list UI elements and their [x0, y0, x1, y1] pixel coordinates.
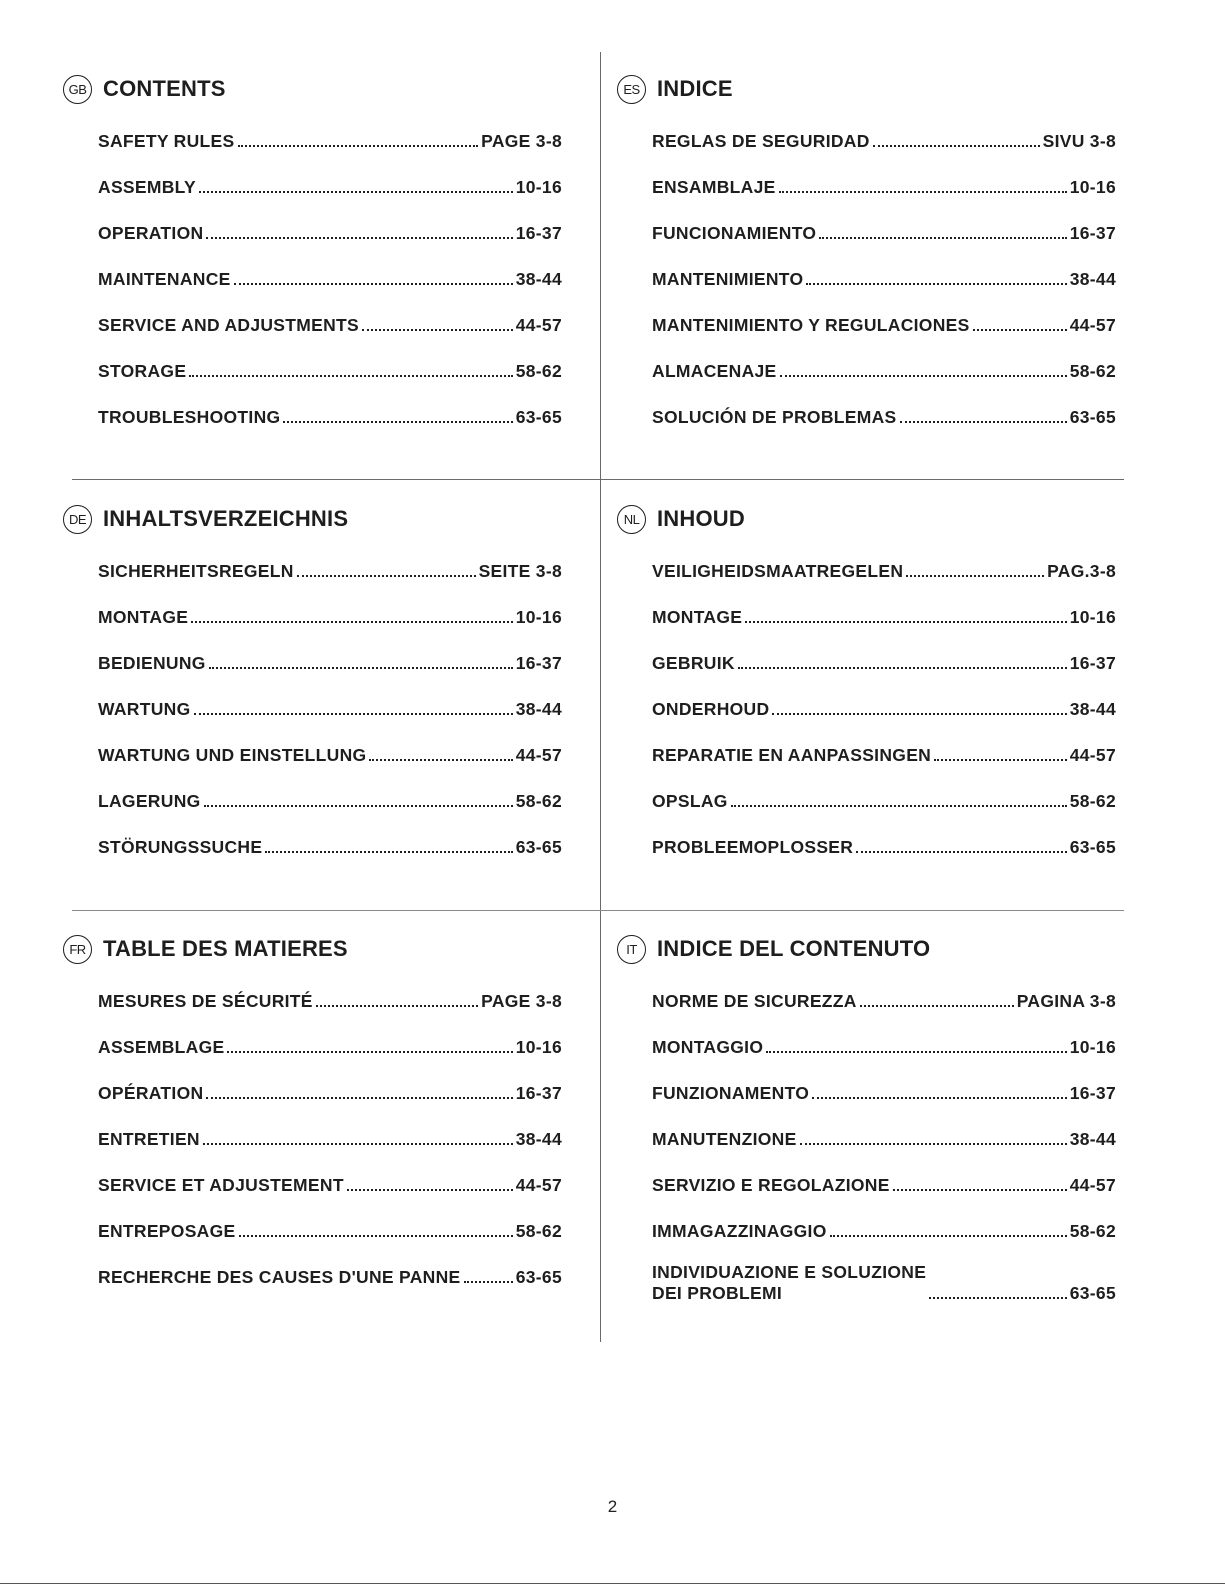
dot-leader — [973, 329, 1067, 331]
dot-leader — [779, 191, 1067, 193]
language-badge-icon: NL — [617, 505, 646, 534]
dot-leader — [199, 191, 513, 193]
dot-leader — [800, 1143, 1067, 1145]
toc-entry — [652, 550, 1116, 582]
dot-leader — [860, 1005, 1014, 1007]
toc-entry-title: MAINTENANCE — [98, 269, 231, 289]
toc-entry — [98, 212, 562, 244]
section-nl — [617, 502, 1116, 872]
toc-entry-title: REPARATIE EN AANPASSINGEN — [652, 745, 932, 765]
toc-entry-page: 10-16 — [1069, 607, 1116, 627]
section-it — [617, 932, 1116, 1318]
language-badge-icon: GB — [63, 75, 92, 104]
toc-entry-page: 58-62 — [1069, 361, 1116, 381]
toc-entry-title — [652, 1262, 926, 1304]
section-title: INHALTSVERZEICHNIS — [103, 506, 349, 531]
toc-entry-page: 58-62 — [1069, 791, 1116, 811]
dot-leader — [316, 1005, 478, 1007]
toc-entry-title: SERVICE ET ADJUSTEMENT — [98, 1175, 344, 1195]
toc-entry-page: 38-44 — [515, 699, 562, 719]
toc-entry — [652, 1210, 1116, 1242]
toc-entry-page: 38-44 — [1069, 1129, 1116, 1149]
row-divider-top — [72, 479, 1124, 480]
dot-leader — [203, 1143, 513, 1145]
toc-entry-page: 16-37 — [515, 1083, 562, 1103]
dot-leader — [362, 329, 513, 331]
toc-entry-title: OPÉRATION — [98, 1083, 204, 1103]
toc-entry — [98, 734, 562, 766]
toc-entry-title: REGLAS DE SEGURIDAD — [652, 131, 870, 151]
toc-entry — [98, 1118, 562, 1150]
section-title: INHOUD — [657, 506, 745, 531]
dot-leader — [830, 1235, 1067, 1237]
toc-entry — [98, 166, 562, 198]
toc-entry-page: 10-16 — [515, 607, 562, 627]
toc-entry-page: 16-37 — [1069, 1083, 1116, 1103]
toc-entry-title: STORAGE — [98, 361, 187, 381]
toc-entry-page: 10-16 — [1069, 1037, 1116, 1057]
toc-entry — [652, 1256, 1116, 1304]
toc-entry — [652, 780, 1116, 812]
toc-entry-title: LAGERUNG — [98, 791, 201, 811]
toc-entry-page: 63-65 — [515, 837, 562, 857]
dot-leader — [819, 237, 1066, 239]
toc-entry-page: PAGE 3-8 — [481, 991, 562, 1011]
toc-entry-title: OPSLAG — [652, 791, 728, 811]
toc-entry — [98, 304, 562, 336]
toc-entry-page: 44-57 — [1069, 1175, 1116, 1195]
dot-leader — [239, 1235, 513, 1237]
toc-entry-title: PROBLEEMOPLOSSER — [652, 837, 854, 857]
toc-entry-page: SEITE 3-8 — [478, 561, 562, 581]
language-badge-icon: IT — [617, 935, 646, 964]
dot-leader — [206, 1097, 512, 1099]
toc-entry — [652, 734, 1116, 766]
toc-entry-title: ENTREPOSAGE — [98, 1221, 236, 1241]
toc-entry — [652, 166, 1116, 198]
dot-leader — [238, 145, 479, 147]
toc-entry — [98, 1210, 562, 1242]
toc-entry-page: 16-37 — [515, 223, 562, 243]
toc-entry-title: MONTAGE — [98, 607, 189, 627]
toc-entry-page: 63-65 — [1069, 837, 1116, 857]
toc-entry-page: 63-65 — [1069, 1283, 1116, 1303]
toc-entry-title: WARTUNG — [98, 699, 191, 719]
toc-entry-page: 44-57 — [1069, 315, 1116, 335]
toc-entry-page: 63-65 — [1069, 407, 1116, 427]
toc-entry — [652, 350, 1116, 382]
section-header — [63, 502, 533, 536]
toc-entry-title: VEILIGHEIDSMAATREGELEN — [652, 561, 904, 581]
toc-entry-title: RECHERCHE DES CAUSES D'UNE PANNE — [98, 1267, 461, 1287]
toc-entry-title: MANTENIMIENTO Y REGULACIONES — [652, 315, 970, 335]
toc-entry-title: SOLUCIÓN DE PROBLEMAS — [652, 407, 897, 427]
toc-entry — [652, 980, 1116, 1012]
dot-leader — [209, 667, 513, 669]
section-header — [63, 72, 533, 106]
toc-entry — [652, 642, 1116, 674]
toc-entry-title: ENSAMBLAJE — [652, 177, 776, 197]
section-title: INDICE — [657, 76, 733, 101]
dot-leader — [283, 421, 512, 423]
toc-entry-title: IMMAGAZZINAGGIO — [652, 1221, 827, 1241]
toc-entry — [98, 826, 562, 858]
toc-entry-page: 44-57 — [515, 745, 562, 765]
dot-leader — [464, 1281, 513, 1283]
section-es — [617, 72, 1116, 442]
dot-leader — [347, 1189, 513, 1191]
toc-entry — [98, 1072, 562, 1104]
toc-entry-page: 16-37 — [1069, 223, 1116, 243]
toc-entry-title: MONTAGGIO — [652, 1037, 764, 1057]
toc-entry-page: 63-65 — [515, 407, 562, 427]
dot-leader — [194, 713, 513, 715]
toc-entry-title: STÖRUNGSSUCHE — [98, 837, 263, 857]
toc-entry — [98, 780, 562, 812]
toc-entry — [652, 1118, 1116, 1150]
dot-leader — [806, 283, 1066, 285]
toc-entry-title: WARTUNG UND EINSTELLUNG — [98, 745, 367, 765]
toc-entry-page: 38-44 — [515, 269, 562, 289]
dot-leader — [369, 759, 512, 761]
toc-entry-page: PAGINA 3-8 — [1016, 991, 1116, 1011]
dot-leader — [929, 1297, 1067, 1299]
toc-entry — [98, 642, 562, 674]
toc-entry — [98, 258, 562, 290]
toc-entry — [98, 396, 562, 428]
page-number: 2 — [607, 1497, 618, 1516]
toc-entry-page: 44-57 — [1069, 745, 1116, 765]
dot-leader — [934, 759, 1067, 761]
dot-leader — [206, 237, 512, 239]
toc-entry — [98, 980, 562, 1012]
dot-leader — [204, 805, 513, 807]
toc-entry-title: MESURES DE SÉCURITÉ — [98, 991, 313, 1011]
toc-entry-title: ASSEMBLAGE — [98, 1037, 225, 1057]
toc-entry-page: 44-57 — [515, 1175, 562, 1195]
section-title: CONTENTS — [103, 76, 226, 101]
toc-entry-title: MONTAGE — [652, 607, 743, 627]
dot-leader — [265, 851, 512, 853]
section-header — [617, 932, 1087, 966]
column-divider — [600, 52, 601, 1342]
dot-leader — [189, 375, 512, 377]
section-header — [617, 72, 1087, 106]
toc-entry — [652, 826, 1116, 858]
toc-entry-page: PAG.3-8 — [1047, 561, 1116, 581]
toc-entry-title: MANTENIMIENTO — [652, 269, 804, 289]
toc-entry — [98, 350, 562, 382]
toc-entry — [652, 1164, 1116, 1196]
toc-entry-page: 58-62 — [515, 791, 562, 811]
toc-entry — [98, 688, 562, 720]
toc-entry-page: 58-62 — [1069, 1221, 1116, 1241]
toc-entry-page: 63-65 — [515, 1267, 562, 1287]
toc-entry-title: NORME DE SICUREZZA — [652, 991, 857, 1011]
toc-entry-title: OPERATION — [98, 223, 204, 243]
toc-entry-title: SERVICE AND ADJUSTMENTS — [98, 315, 360, 335]
toc-entry-title-line: INDIVIDUAZIONE E SOLUZIONE — [652, 1262, 927, 1282]
section-fr — [63, 932, 562, 1302]
dot-leader — [780, 375, 1067, 377]
dot-leader — [738, 667, 1067, 669]
toc-entry — [652, 258, 1116, 290]
dot-leader — [900, 421, 1067, 423]
toc-entry-page: PAGE 3-8 — [481, 131, 562, 151]
toc-entry — [652, 1026, 1116, 1058]
toc-entry — [652, 688, 1116, 720]
toc-entry — [98, 120, 562, 152]
dot-leader — [227, 1051, 512, 1053]
language-badge-icon: FR — [63, 935, 92, 964]
toc-entry-page: 58-62 — [515, 1221, 562, 1241]
toc-entry-page: 38-44 — [1069, 699, 1116, 719]
toc-entry — [98, 550, 562, 582]
section-header — [617, 502, 1087, 536]
toc-entry-title: FUNZIONAMENTO — [652, 1083, 810, 1103]
toc-entry — [652, 1072, 1116, 1104]
section-title: INDICE DEL CONTENUTO — [657, 936, 931, 961]
toc-entry-page: 16-37 — [1069, 653, 1116, 673]
toc-entry-title: GEBRUIK — [652, 653, 735, 673]
toc-entry-title-line: DEI PROBLEMI — [652, 1283, 782, 1303]
toc-entry-title: SAFETY RULES — [98, 131, 235, 151]
dot-leader — [906, 575, 1044, 577]
toc-entry — [98, 596, 562, 628]
toc-entry-title: SERVIZIO E REGOLAZIONE — [652, 1175, 890, 1195]
section-title: TABLE DES MATIERES — [103, 936, 348, 961]
dot-leader — [856, 851, 1067, 853]
dot-leader — [873, 145, 1040, 147]
toc-entry-title: SICHERHEITSREGELN — [98, 561, 294, 581]
toc-entry-page: 10-16 — [515, 1037, 562, 1057]
toc-entry-title: FUNCIONAMIENTO — [652, 223, 817, 243]
toc-entry-title: BEDIENUNG — [98, 653, 206, 673]
dot-leader — [893, 1189, 1067, 1191]
toc-entry-page: 10-16 — [515, 177, 562, 197]
section-de — [63, 502, 562, 872]
section-header — [63, 932, 533, 966]
toc-entry-page: 16-37 — [515, 653, 562, 673]
language-badge-icon: DE — [63, 505, 92, 534]
toc-entry — [652, 212, 1116, 244]
toc-entry — [652, 120, 1116, 152]
toc-entry-title: MANUTENZIONE — [652, 1129, 797, 1149]
dot-leader — [772, 713, 1066, 715]
toc-entry — [98, 1256, 562, 1288]
bottom-rule — [0, 1583, 1225, 1584]
toc-entry-title: ASSEMBLY — [98, 177, 197, 197]
toc-entry-page: 38-44 — [515, 1129, 562, 1149]
dot-leader — [191, 621, 512, 623]
toc-entry-title: ENTRETIEN — [98, 1129, 200, 1149]
dot-leader — [731, 805, 1067, 807]
toc-entry-title: TROUBLESHOOTING — [98, 407, 281, 427]
toc-entry — [652, 396, 1116, 428]
toc-entry-page: SIVU 3-8 — [1042, 131, 1116, 151]
toc-entry — [652, 596, 1116, 628]
toc-entry — [652, 304, 1116, 336]
language-badge-icon: ES — [617, 75, 646, 104]
toc-entry — [98, 1164, 562, 1196]
dot-leader — [745, 621, 1066, 623]
dot-leader — [812, 1097, 1067, 1099]
toc-entry-page: 10-16 — [1069, 177, 1116, 197]
row-divider-bottom — [72, 910, 1124, 911]
toc-entry-title: ONDERHOUD — [652, 699, 770, 719]
dot-leader — [234, 283, 513, 285]
toc-entry — [98, 1026, 562, 1058]
dot-leader — [766, 1051, 1066, 1053]
toc-entry-page: 38-44 — [1069, 269, 1116, 289]
toc-entry-page: 58-62 — [515, 361, 562, 381]
dot-leader — [297, 575, 476, 577]
section-gb — [63, 72, 562, 442]
toc-entry-title: ALMACENAJE — [652, 361, 777, 381]
toc-entry-page: 44-57 — [515, 315, 562, 335]
